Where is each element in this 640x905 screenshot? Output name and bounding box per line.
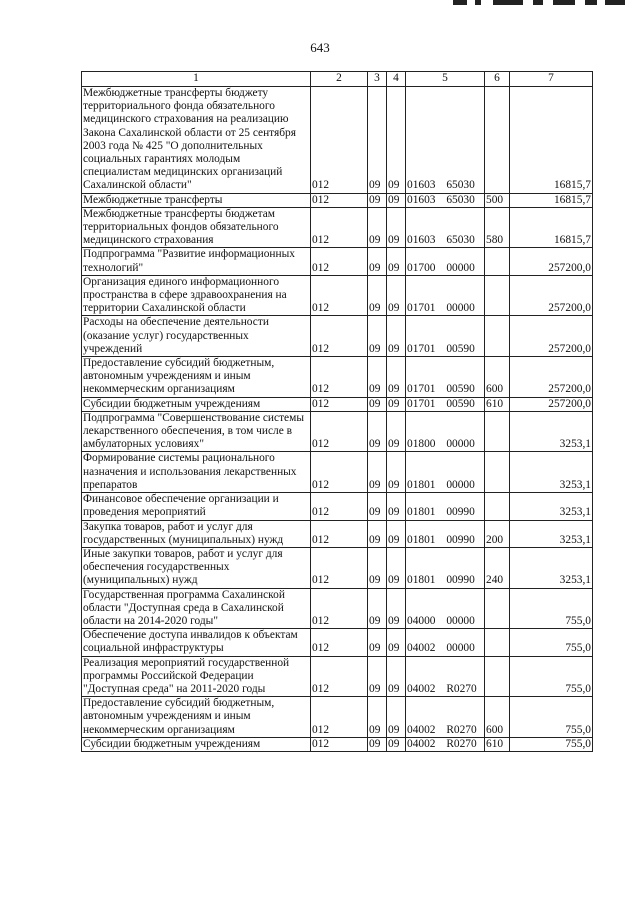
table-row <box>82 452 593 493</box>
row-target-code: 01603 65030 <box>406 87 485 194</box>
row-section: 09 <box>368 493 387 520</box>
row-expense-type: 610 <box>485 737 510 751</box>
row-admin-code: 012 <box>311 697 368 738</box>
row-description: Организация единого информационного пространства в сфере здравоохранения на территории Сахалинской области <box>82 275 311 316</box>
row-section: 09 <box>368 697 387 738</box>
row-subsection: 09 <box>387 588 406 629</box>
header-cell: 5 <box>406 72 485 87</box>
row-subsection: 09 <box>387 357 406 398</box>
row-description: Подпрограмма "Развитие информационных технологий" <box>82 248 311 275</box>
row-target-code: 01801 00990 <box>406 493 485 520</box>
row-description: Расходы на обеспечение деятельности (оказание услуг) государственных учреждений <box>82 316 311 357</box>
row-target-code: 01701 00590 <box>406 357 485 398</box>
row-amount: 3253,1 <box>510 547 593 588</box>
table-row <box>82 588 593 629</box>
row-expense-type: 610 <box>485 397 510 411</box>
row-admin-code: 012 <box>311 656 368 697</box>
row-expense-type <box>485 452 510 493</box>
row-section: 09 <box>368 275 387 316</box>
row-amount: 257200,0 <box>510 397 593 411</box>
budget-table <box>81 71 593 752</box>
row-description: Межбюджетные трансферты <box>82 193 311 207</box>
table-row <box>82 493 593 520</box>
row-admin-code: 012 <box>311 520 368 547</box>
row-target-code: 01800 00000 <box>406 411 485 452</box>
row-section: 09 <box>368 193 387 207</box>
row-description: Государственная программа Сахалинской области "Доступная среда в Сахалинской области на 2014-2020 годы" <box>82 588 311 629</box>
row-target-code: 04002 R0270 <box>406 737 485 751</box>
table-row <box>82 397 593 411</box>
row-amount: 755,0 <box>510 629 593 656</box>
row-target-code: 01701 00590 <box>406 316 485 357</box>
row-amount: 16815,7 <box>510 207 593 248</box>
scan-edge-marks <box>453 0 628 6</box>
row-admin-code: 012 <box>311 275 368 316</box>
row-expense-type: 240 <box>485 547 510 588</box>
table-row <box>82 737 593 751</box>
row-section: 09 <box>368 87 387 194</box>
row-subsection: 09 <box>387 629 406 656</box>
row-description: Субсидии бюджетным учреждениям <box>82 397 311 411</box>
row-description: Финансовое обеспечение организации и проведения мероприятий <box>82 493 311 520</box>
table-row <box>82 629 593 656</box>
row-description: Реализация мероприятий государственной программы Российской Федерации "Доступная среда" на 2011-2020 годы <box>82 656 311 697</box>
row-description: Межбюджетные трансферты бюджетам территориальных фондов обязательного медицинского страхования <box>82 207 311 248</box>
row-section: 09 <box>368 316 387 357</box>
header-cell: 1 <box>82 72 311 87</box>
row-expense-type: 580 <box>485 207 510 248</box>
row-subsection: 09 <box>387 87 406 194</box>
row-description: Закупка товаров, работ и услуг для государственных (муниципальных) нужд <box>82 520 311 547</box>
row-description: Межбюджетные трансферты бюджету территориального фонда обязательного медицинского страхования на реализацию Закона Сахалинской области от 25 сентября 2003 года № 425 "О дополнительных социальных гарантиях молодым специалистам медицинских организаций Сахалинской области" <box>82 87 311 194</box>
row-amount: 3253,1 <box>510 411 593 452</box>
row-amount: 755,0 <box>510 656 593 697</box>
row-target-code: 01801 00990 <box>406 520 485 547</box>
row-expense-type: 500 <box>485 193 510 207</box>
table-row <box>82 520 593 547</box>
row-expense-type: 200 <box>485 520 510 547</box>
row-target-code: 01701 00000 <box>406 275 485 316</box>
table-row <box>82 87 593 194</box>
table-body <box>82 87 593 752</box>
row-amount: 257200,0 <box>510 248 593 275</box>
table-row <box>82 207 593 248</box>
row-subsection: 09 <box>387 316 406 357</box>
row-admin-code: 012 <box>311 737 368 751</box>
row-admin-code: 012 <box>311 411 368 452</box>
row-admin-code: 012 <box>311 629 368 656</box>
row-target-code: 04002 00000 <box>406 629 485 656</box>
row-section: 09 <box>368 248 387 275</box>
row-subsection: 09 <box>387 452 406 493</box>
row-target-code: 01701 00590 <box>406 397 485 411</box>
header-cell: 3 <box>368 72 387 87</box>
table-row <box>82 411 593 452</box>
row-expense-type <box>485 248 510 275</box>
row-subsection: 09 <box>387 411 406 452</box>
row-description: Подпрограмма "Совершенствование системы лекарственного обеспечения, в том числе в амбулаторных условиях" <box>82 411 311 452</box>
row-description: Субсидии бюджетным учреждениям <box>82 737 311 751</box>
row-section: 09 <box>368 520 387 547</box>
row-admin-code: 012 <box>311 547 368 588</box>
row-section: 09 <box>368 357 387 398</box>
row-subsection: 09 <box>387 275 406 316</box>
table-row <box>82 316 593 357</box>
table-row <box>82 248 593 275</box>
row-amount: 257200,0 <box>510 357 593 398</box>
row-target-code: 04000 00000 <box>406 588 485 629</box>
row-expense-type <box>485 316 510 357</box>
row-admin-code: 012 <box>311 357 368 398</box>
row-subsection: 09 <box>387 697 406 738</box>
row-target-code: 01603 65030 <box>406 207 485 248</box>
header-cell: 4 <box>387 72 406 87</box>
row-expense-type <box>485 275 510 316</box>
row-section: 09 <box>368 656 387 697</box>
row-description: Обеспечение доступа инвалидов к объектам социальной инфраструктуры <box>82 629 311 656</box>
row-amount: 257200,0 <box>510 316 593 357</box>
row-amount: 755,0 <box>510 697 593 738</box>
row-expense-type <box>485 629 510 656</box>
row-expense-type <box>485 588 510 629</box>
row-subsection: 09 <box>387 520 406 547</box>
row-admin-code: 012 <box>311 588 368 629</box>
row-admin-code: 012 <box>311 87 368 194</box>
row-subsection: 09 <box>387 493 406 520</box>
row-subsection: 09 <box>387 737 406 751</box>
table-row <box>82 275 593 316</box>
row-description: Иные закупки товаров, работ и услуг для обеспечения государственных (муниципальных) нужд <box>82 547 311 588</box>
row-subsection: 09 <box>387 207 406 248</box>
row-admin-code: 012 <box>311 493 368 520</box>
row-target-code: 04002 R0270 <box>406 656 485 697</box>
row-admin-code: 012 <box>311 316 368 357</box>
table-row <box>82 357 593 398</box>
table-row <box>82 697 593 738</box>
header-cell: 2 <box>311 72 368 87</box>
header-cell: 6 <box>485 72 510 87</box>
row-admin-code: 012 <box>311 207 368 248</box>
row-amount: 755,0 <box>510 737 593 751</box>
row-description: Предоставление субсидий бюджетным, автономным учреждениям и иным некоммерческим организациям <box>82 357 311 398</box>
row-admin-code: 012 <box>311 452 368 493</box>
row-amount: 16815,7 <box>510 193 593 207</box>
header-row <box>82 72 593 87</box>
row-expense-type <box>485 411 510 452</box>
row-section: 09 <box>368 207 387 248</box>
row-section: 09 <box>368 629 387 656</box>
row-admin-code: 012 <box>311 193 368 207</box>
row-expense-type: 600 <box>485 357 510 398</box>
row-subsection: 09 <box>387 193 406 207</box>
row-amount: 16815,7 <box>510 87 593 194</box>
row-section: 09 <box>368 452 387 493</box>
table-row <box>82 547 593 588</box>
row-amount: 3253,1 <box>510 520 593 547</box>
table-row <box>82 656 593 697</box>
row-amount: 257200,0 <box>510 275 593 316</box>
row-section: 09 <box>368 547 387 588</box>
row-description: Формирование системы рационального назначения и использования лекарственных препаратов <box>82 452 311 493</box>
header-cell: 7 <box>510 72 593 87</box>
row-subsection: 09 <box>387 656 406 697</box>
row-subsection: 09 <box>387 547 406 588</box>
row-admin-code: 012 <box>311 248 368 275</box>
row-description: Предоставление субсидий бюджетным, автономным учреждениям и иным некоммерческим организациям <box>82 697 311 738</box>
row-section: 09 <box>368 588 387 629</box>
row-expense-type <box>485 87 510 194</box>
row-section: 09 <box>368 411 387 452</box>
row-target-code: 01603 65030 <box>406 193 485 207</box>
row-admin-code: 012 <box>311 397 368 411</box>
row-target-code: 04002 R0270 <box>406 697 485 738</box>
row-target-code: 01700 00000 <box>406 248 485 275</box>
row-target-code: 01801 00000 <box>406 452 485 493</box>
row-expense-type <box>485 656 510 697</box>
row-subsection: 09 <box>387 248 406 275</box>
table-row <box>82 193 593 207</box>
page-number: 643 <box>310 40 330 55</box>
row-target-code: 01801 00990 <box>406 547 485 588</box>
row-expense-type <box>485 493 510 520</box>
row-amount: 755,0 <box>510 588 593 629</box>
row-amount: 3253,1 <box>510 493 593 520</box>
row-expense-type: 600 <box>485 697 510 738</box>
row-amount: 3253,1 <box>510 452 593 493</box>
row-section: 09 <box>368 397 387 411</box>
row-section: 09 <box>368 737 387 751</box>
row-subsection: 09 <box>387 397 406 411</box>
